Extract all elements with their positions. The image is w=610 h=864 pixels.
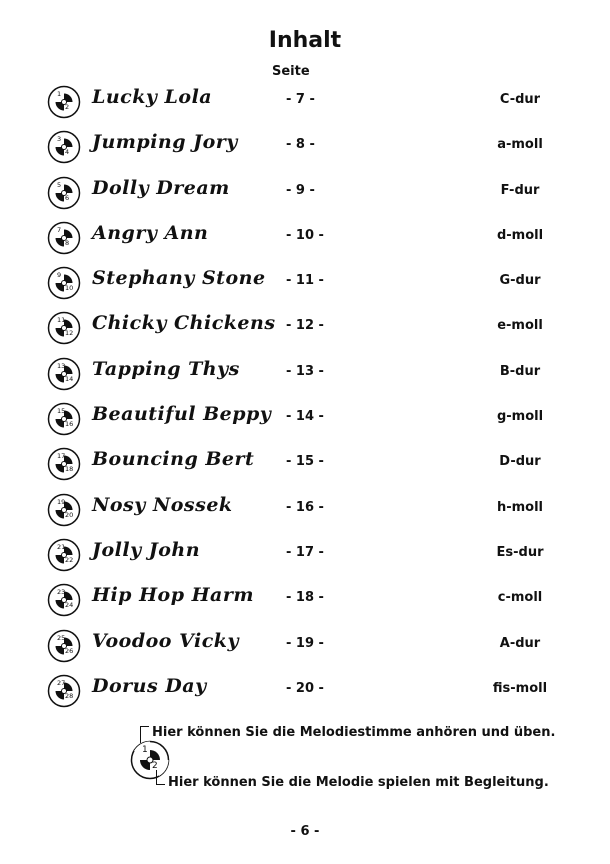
- list-item: [0, 352, 610, 397]
- list-item: [0, 125, 610, 170]
- cd-number-b: 22: [65, 555, 74, 564]
- key-signature: B-dur: [499, 363, 541, 379]
- cd-number-b: 16: [65, 420, 74, 429]
- cd-number-b: 2: [65, 103, 70, 111]
- page-ref: - 10 -: [286, 227, 324, 243]
- cd-number-a: 15: [57, 407, 66, 416]
- cd-number-b: 12: [65, 329, 74, 338]
- cd-number-b: 18: [65, 465, 74, 474]
- key-signature: A-dur: [499, 635, 541, 651]
- page-ref: - 12 -: [286, 318, 324, 334]
- cd-number-a: 19: [57, 497, 66, 506]
- list-item: [0, 216, 610, 261]
- key-signature: d-moll: [496, 227, 544, 243]
- legend: [0, 718, 610, 808]
- list-item: [0, 578, 610, 623]
- page-ref: - 8 -: [286, 137, 315, 153]
- key-signature: Es-dur: [496, 544, 544, 560]
- list-item: [0, 624, 610, 669]
- cd-number-a: 21: [57, 542, 66, 551]
- key-signature: h-moll: [496, 499, 544, 515]
- page-ref: - 9 -: [286, 182, 315, 198]
- list-item: [0, 488, 610, 533]
- page-ref: - 11 -: [286, 273, 324, 289]
- song-title: Stephany Stone: [92, 267, 266, 290]
- cd-track-icon: [47, 538, 81, 572]
- cd-number-a: 11: [57, 316, 66, 325]
- key-signature: fis-moll: [492, 680, 548, 696]
- cd-track-icon: [47, 493, 81, 527]
- song-title: Dolly Dream: [92, 176, 230, 199]
- cd-track-icon: [47, 176, 81, 210]
- key-signature: C-dur: [499, 92, 541, 107]
- legend-cd-number-a: 1: [142, 745, 148, 755]
- cd-track-icon: [47, 674, 81, 708]
- cd-track-icon: [47, 583, 81, 617]
- song-title: Angry Ann: [92, 221, 209, 244]
- cd-number-a: 23: [57, 588, 66, 597]
- cd-number-a: 27: [57, 678, 66, 687]
- key-signature: e-moll: [497, 318, 543, 334]
- song-title: Jumping Jory: [92, 131, 238, 154]
- list-item: [0, 533, 610, 578]
- cd-track-icon: [47, 357, 81, 391]
- page-ref: - 20 -: [286, 680, 324, 696]
- contents-list: [0, 80, 610, 714]
- column-header-seite: Seite: [272, 64, 310, 79]
- list-item: [0, 442, 610, 487]
- song-title: Jolly John: [92, 538, 201, 561]
- cd-number-a: 17: [57, 452, 66, 461]
- cd-number-a: 1: [57, 90, 62, 98]
- cd-track-icon: [47, 221, 81, 255]
- key-signature: D-dur: [499, 454, 541, 470]
- cd-track-icon: [47, 266, 81, 300]
- cd-number-b: 28: [65, 691, 74, 700]
- song-title: Chicky Chickens: [92, 312, 276, 335]
- cd-number-a: 9: [57, 271, 62, 280]
- page-ref: - 13 -: [286, 363, 324, 379]
- list-item: [0, 171, 610, 216]
- cd-number-b: 4: [65, 148, 70, 157]
- key-signature: g-moll: [496, 409, 544, 425]
- legend-line-1: Hier können Sie die Melodiestimme anhören und üben.: [152, 725, 556, 740]
- cd-number-b: 8: [65, 238, 70, 247]
- cd-number-b: 24: [65, 601, 74, 610]
- cd-number-a: 3: [57, 135, 62, 144]
- cd-number-a: 13: [57, 361, 66, 370]
- legend-line-2: Hier können Sie die Melodie spielen mit Begleitung.: [168, 775, 549, 790]
- cd-number-a: 5: [57, 180, 62, 189]
- page-number: - 6 -: [290, 824, 320, 839]
- cd-track-icon: [47, 130, 81, 164]
- list-item: [0, 261, 610, 306]
- song-title: Tapping Thys: [92, 357, 240, 380]
- list-item: [0, 306, 610, 351]
- song-title: Voodoo Vicky: [92, 629, 239, 652]
- key-signature: F-dur: [500, 182, 540, 198]
- cd-number-b: 14: [65, 374, 74, 383]
- cd-number-b: 6: [65, 193, 70, 202]
- page-ref: - 18 -: [286, 590, 324, 606]
- list-item: [0, 669, 610, 714]
- key-signature: c-moll: [497, 590, 543, 606]
- page-ref: - 17 -: [286, 544, 324, 560]
- cd-track-icon: [47, 629, 81, 663]
- page-ref: - 16 -: [286, 499, 324, 515]
- cd-number-a: 7: [57, 225, 62, 234]
- page-ref: - 19 -: [286, 635, 324, 651]
- page-title: Inhalt: [268, 28, 342, 53]
- cd-track-icon: [47, 447, 81, 481]
- song-title: Dorus Day: [92, 674, 207, 697]
- cd-number-b: 26: [65, 646, 74, 655]
- bracket-arrow-icon: [156, 770, 165, 785]
- song-title: Hip Hop Harm: [92, 584, 254, 607]
- cd-track-icon: [47, 402, 81, 436]
- key-signature: G-dur: [499, 273, 541, 289]
- page-ref: - 14 -: [286, 409, 324, 425]
- song-title: Lucky Lola: [92, 86, 213, 108]
- key-signature: a-moll: [497, 137, 543, 153]
- cd-track-icon: [47, 311, 81, 345]
- page-ref: - 15 -: [286, 454, 324, 470]
- cd-number-a: 25: [57, 633, 66, 642]
- page-ref: - 7 -: [286, 92, 315, 107]
- cd-number-b: 20: [65, 510, 74, 519]
- list-item: [0, 80, 610, 125]
- list-item: [0, 397, 610, 442]
- song-title: Beautiful Beppy: [92, 403, 272, 426]
- song-title: Bouncing Bert: [92, 448, 255, 471]
- song-title: Nosy Nossek: [92, 493, 233, 516]
- cd-track-icon: [47, 85, 81, 119]
- cd-number-b: 10: [65, 284, 74, 293]
- legend-cd-number-b: 2: [152, 761, 158, 771]
